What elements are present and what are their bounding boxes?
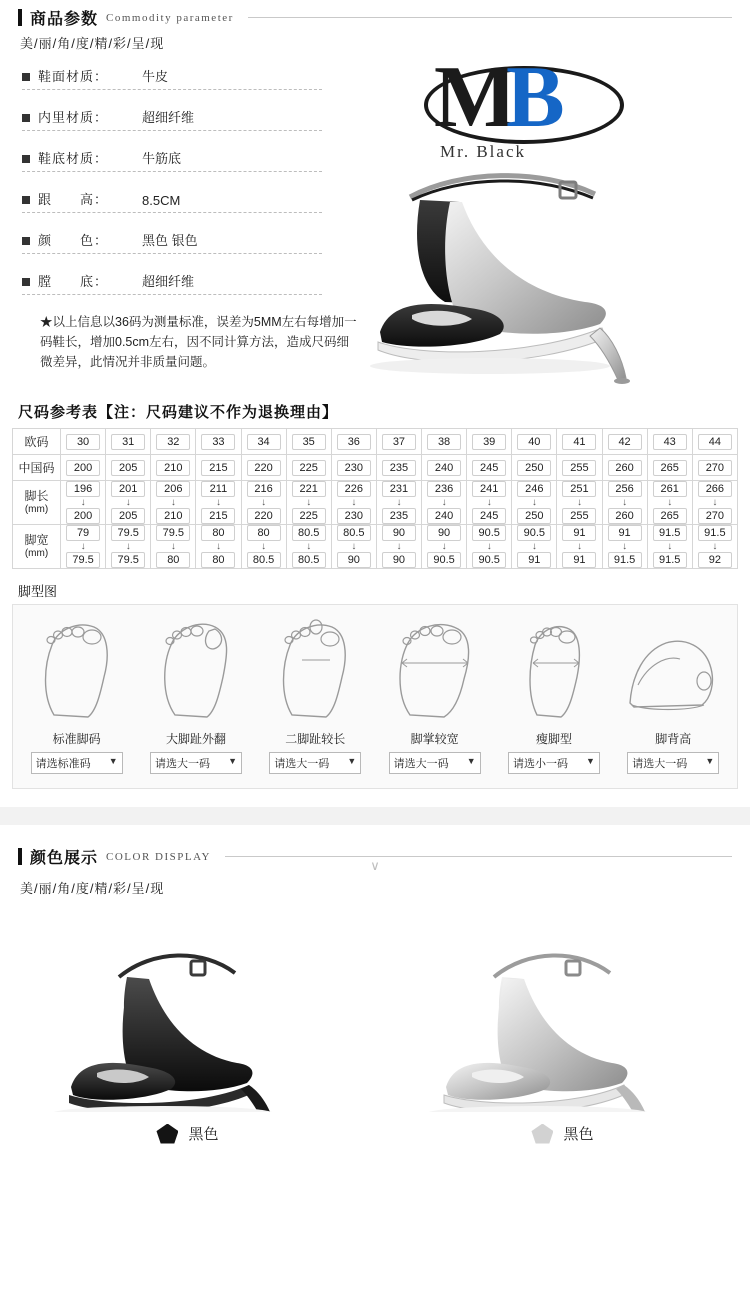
foot-width-max: 91.5: [653, 552, 687, 568]
spec-row: [22, 230, 322, 254]
color-label: 黑色: [188, 1126, 219, 1143]
color-title-zh: 颜色展示: [30, 850, 99, 867]
foot-type-select-value: 请选大一码: [632, 758, 688, 770]
cn-size: 205: [111, 460, 145, 476]
foot-type-select-value: 请选小一码: [512, 758, 568, 770]
foot-width-min: 80.5: [292, 525, 326, 541]
silver-sandal-image: [398, 937, 728, 1112]
row-label-cn: 中国码: [13, 455, 61, 481]
foot-length-min: 206: [156, 481, 190, 497]
foot-width-min: 80: [247, 525, 281, 541]
cn-size: 210: [156, 460, 190, 476]
foot-length-max: 230: [337, 508, 371, 524]
foot-length-max: 225: [292, 508, 326, 524]
foot-length-max: 240: [427, 508, 461, 524]
arrow-down-icon: ↓: [531, 541, 537, 552]
foot-width-min: 91: [562, 525, 596, 541]
foot-length-min: 241: [472, 481, 506, 497]
cn-size: 200: [66, 460, 100, 476]
black-sandal-image: [23, 937, 353, 1112]
arrow-down-icon: ↓: [125, 497, 131, 508]
foot-length-min: 211: [201, 481, 235, 497]
spec-row: [22, 107, 322, 131]
foot-type-narrow[interactable]: [498, 615, 610, 774]
eu-size: 38: [427, 434, 461, 450]
foot-width-max: 80.5: [292, 552, 326, 568]
foot-standard-icon: [34, 615, 120, 721]
spec-key: 颜 色：: [38, 233, 109, 248]
cn-size: 235: [382, 460, 416, 476]
foot-type-select[interactable]: [627, 752, 719, 774]
foot-width-max: 91: [517, 552, 551, 568]
eu-size: 40: [517, 434, 551, 450]
eu-size: 31: [111, 434, 145, 450]
logo-letter-m: M: [434, 49, 518, 146]
swatch-row: [375, 1123, 750, 1144]
measurement-note: ★以上信息以36码为测量标准，误差为5MM左右每增加一码鞋长，增加0.5cm左右，因不同计算方法，造成尺码细微差异，此情况并非质量问题。: [40, 315, 357, 369]
arrow-down-icon: ↓: [351, 497, 357, 508]
color-gallery: [0, 937, 750, 1157]
foot-type-select[interactable]: [31, 752, 123, 774]
bullet-square-icon: [22, 73, 30, 81]
foot-length-max: 270: [698, 508, 732, 524]
foot-length-max: 205: [111, 508, 145, 524]
cn-size: 260: [608, 460, 642, 476]
foot-length-max: 220: [247, 508, 281, 524]
foot-type-select[interactable]: [269, 752, 361, 774]
color-label: 黑色: [563, 1126, 594, 1143]
foot-length-min: 246: [517, 481, 551, 497]
foot-narrow-icon: [511, 615, 597, 721]
spec-value: 牛皮: [142, 69, 169, 84]
arrow-down-icon: ↓: [622, 541, 628, 552]
foot-width-min: 90: [427, 525, 461, 541]
foot-width-min: 91.5: [653, 525, 687, 541]
hero-photo-area: [350, 49, 750, 397]
foot-type-select-value: 请选大一码: [274, 758, 330, 770]
foot-length-max: 265: [653, 508, 687, 524]
hero-sandal-image: [350, 152, 750, 397]
cn-size: 215: [201, 460, 235, 476]
eu-size: 35: [292, 434, 326, 450]
arrow-down-icon: ↓: [667, 541, 673, 552]
foot-length-max: 200: [66, 508, 100, 524]
foot-width-min: 79: [66, 525, 100, 541]
foot-width-max: 90: [382, 552, 416, 568]
brand-logo: [410, 49, 650, 164]
spec-title-en: Commodity parameter: [106, 11, 234, 24]
foot-length-min: 231: [382, 481, 416, 497]
foot-type-standard[interactable]: [21, 615, 133, 774]
arrow-down-icon: ↓: [170, 497, 176, 508]
color-variant-silver[interactable]: [375, 937, 750, 1157]
foot-width-max: 92: [698, 552, 732, 568]
arrow-down-icon: ↓: [215, 497, 221, 508]
foot-type-select[interactable]: [150, 752, 242, 774]
foot-length-min: 201: [111, 481, 145, 497]
logo-letter-b: B: [506, 49, 565, 146]
foot-type-label: 二脚趾较长: [285, 732, 346, 746]
cn-size: 225: [292, 460, 326, 476]
foot-width-max: 90.5: [427, 552, 461, 568]
foot-width-min: 90.5: [472, 525, 506, 541]
foot-width-max: 90: [337, 552, 371, 568]
bullet-square-icon: [22, 114, 30, 122]
foot-type-select[interactable]: [508, 752, 600, 774]
foot-length-max: 210: [156, 508, 190, 524]
cn-size: 245: [472, 460, 506, 476]
spec-row: [22, 271, 322, 295]
foot-width-min: 80: [201, 525, 235, 541]
arrow-down-icon: ↓: [486, 541, 492, 552]
foot-width-min: 90: [382, 525, 416, 541]
row-label-foot-length: 脚长 (mm): [13, 481, 61, 525]
chevron-down-decor-icon: ∨: [370, 858, 380, 873]
arrow-down-icon: ↓: [712, 497, 718, 508]
foot-length-max: 260: [608, 508, 642, 524]
spec-title-zh: 商品参数: [30, 11, 99, 28]
foot-length-max: 245: [472, 508, 506, 524]
foot-width-max: 79.5: [66, 552, 100, 568]
bullet-square-icon: [22, 196, 30, 204]
color-swatch-black-icon: [156, 1124, 178, 1144]
bottom-spacer: [0, 1157, 750, 1197]
arrow-down-icon: ↓: [396, 541, 402, 552]
eu-size: 44: [698, 434, 732, 450]
swatch-row: [0, 1123, 375, 1144]
arrow-down-icon: ↓: [215, 541, 221, 552]
arrow-down-icon: ↓: [261, 497, 267, 508]
foot-type-high-instep[interactable]: [617, 615, 729, 774]
arrow-down-icon: ↓: [80, 541, 86, 552]
eu-size: 33: [201, 434, 235, 450]
foot-width-min: 90.5: [517, 525, 551, 541]
foot-length-max: 235: [382, 508, 416, 524]
arrow-down-icon: ↓: [125, 541, 131, 552]
foot-length-max: 255: [562, 508, 596, 524]
arrow-down-icon: ↓: [396, 497, 402, 508]
chevron-down-icon: ▼: [586, 756, 595, 766]
foot-type-label: 瘦脚型: [535, 732, 572, 746]
foot-type-label: 脚背高: [655, 732, 692, 746]
spec-section-header: [0, 0, 750, 29]
color-swatch-silver-icon: [531, 1124, 553, 1144]
foot-length-min: 196: [66, 481, 100, 497]
color-slogan: 美/丽/角/度/精/彩/呈/现: [20, 881, 165, 896]
eu-size: 41: [562, 434, 596, 450]
table-row: [13, 481, 738, 525]
spec-value: 超细纤维: [142, 110, 195, 125]
color-title-en: COLOR DISPLAY: [106, 850, 211, 863]
arrow-down-icon: ↓: [576, 497, 582, 508]
arrow-down-icon: ↓: [712, 541, 718, 552]
foot-length-min: 251: [562, 481, 596, 497]
cn-size: 240: [427, 460, 461, 476]
size-reference-table: [12, 428, 738, 569]
spec-body: [0, 49, 750, 397]
foot-wide-icon: [392, 615, 478, 721]
arrow-down-icon: ↓: [80, 497, 86, 508]
foot-type-label: 大脚趾外翻: [165, 732, 226, 746]
spec-value: 黑色 银色: [142, 233, 198, 248]
foot-type-label: 脚掌较宽: [410, 732, 459, 746]
section-marker: [18, 9, 22, 26]
chevron-down-icon: ▼: [228, 756, 237, 766]
cn-size: 250: [517, 460, 551, 476]
arrow-down-icon: ↓: [170, 541, 176, 552]
section-spacer: [0, 807, 750, 825]
eu-size: 43: [653, 434, 687, 450]
eu-size: 42: [608, 434, 642, 450]
chevron-down-icon: ▼: [466, 756, 476, 766]
foot-type-select-value: 请选大一码: [154, 758, 210, 770]
foot-length-min: 236: [427, 481, 461, 497]
eu-size: 30: [66, 434, 100, 450]
foot-length-min: 226: [337, 481, 371, 497]
arrow-down-icon: ↓: [306, 541, 312, 552]
foot-width-max: 79.5: [111, 552, 145, 568]
foot-width-max: 80.5: [247, 552, 281, 568]
foot-bunion-icon: [153, 615, 239, 721]
foot-width-min: 80.5: [337, 525, 371, 541]
chevron-down-icon: ▼: [108, 756, 118, 766]
foot-length-min: 266: [698, 481, 732, 497]
arrow-down-icon: ↓: [667, 497, 673, 508]
foot-type-title: 脚型图: [18, 584, 58, 599]
spec-slogan: 美/丽/角/度/精/彩/呈/现: [20, 36, 165, 51]
section-marker: [18, 848, 22, 865]
eu-size: 37: [382, 434, 416, 450]
foot-type-select[interactable]: [389, 752, 481, 774]
arrow-down-icon: ↓: [576, 541, 582, 552]
foot-length-min: 261: [653, 481, 687, 497]
eu-size: 39: [472, 434, 506, 450]
cn-size: 220: [247, 460, 281, 476]
table-row: [13, 455, 738, 481]
spec-list: [0, 52, 357, 397]
cn-size: 265: [653, 460, 687, 476]
eu-size: 32: [156, 434, 190, 450]
spec-key: 鞋面材质：: [38, 69, 109, 84]
bullet-square-icon: [22, 155, 30, 163]
foot-length-max: 215: [201, 508, 235, 524]
spec-row: [22, 148, 322, 172]
spec-value: 牛筋底: [142, 151, 182, 166]
foot-width-min: 91.5: [698, 525, 732, 541]
arrow-down-icon: ↓: [306, 497, 312, 508]
foot-type-label: 标准脚码: [52, 732, 101, 746]
arrow-down-icon: ↓: [441, 497, 447, 508]
foot-length-max: 250: [517, 508, 551, 524]
foot-width-min: 79.5: [111, 525, 145, 541]
foot-type-long-toe[interactable]: [259, 615, 371, 774]
foot-width-max: 90.5: [472, 552, 506, 568]
foot-type-wide[interactable]: [379, 615, 491, 774]
header-divider: [248, 17, 732, 18]
foot-width-min: 79.5: [156, 525, 190, 541]
row-label-foot-width: 脚宽 (mm): [13, 525, 61, 569]
arrow-down-icon: ↓: [531, 497, 537, 508]
arrow-down-icon: ↓: [261, 541, 267, 552]
foot-type-select-value: 请选大一码: [393, 758, 449, 770]
spec-value: 超细纤维: [142, 274, 195, 289]
foot-width-max: 80: [201, 552, 235, 568]
foot-length-min: 216: [247, 481, 281, 497]
foot-width-max: 91.5: [608, 552, 642, 568]
spec-key: 膛 底：: [38, 274, 109, 289]
foot-type-bunion[interactable]: [140, 615, 252, 774]
foot-width-max: 91: [562, 552, 596, 568]
bullet-square-icon: [22, 278, 30, 286]
arrow-down-icon: ↓: [441, 541, 447, 552]
brand-name: Mr. Black: [440, 142, 526, 161]
spec-key: 内里材质：: [38, 110, 109, 125]
color-variant-black[interactable]: [0, 937, 375, 1157]
arrow-down-icon: ↓: [486, 497, 492, 508]
chevron-down-icon: ▼: [347, 756, 357, 766]
foot-high-instep-icon: [618, 615, 728, 721]
spec-row: [22, 66, 322, 90]
header-divider: [225, 856, 732, 857]
arrow-down-icon: ↓: [622, 497, 628, 508]
foot-width-min: 91: [608, 525, 642, 541]
spec-key: 鞋底材质：: [38, 151, 109, 166]
spec-key: 跟 高：: [38, 192, 109, 207]
spec-row: [22, 189, 322, 213]
cn-size: 270: [698, 460, 732, 476]
foot-type-panel: [12, 604, 738, 789]
foot-width-max: 80: [156, 552, 190, 568]
foot-length-min: 256: [608, 481, 642, 497]
bullet-square-icon: [22, 237, 30, 245]
table-row: [13, 525, 738, 569]
cn-size: 255: [562, 460, 596, 476]
foot-length-min: 221: [292, 481, 326, 497]
foot-type-select-value: 请选标准码: [35, 758, 91, 770]
chevron-down-icon: ▼: [705, 756, 715, 766]
spec-value: 8.5CM: [142, 193, 181, 208]
table-row: [13, 429, 738, 455]
size-table-title: 尺码参考表【注：尺码建议不作为退换理由】: [18, 404, 339, 421]
arrow-down-icon: ↓: [351, 541, 357, 552]
row-label-eu: 欧码: [13, 429, 61, 455]
eu-size: 36: [337, 434, 371, 450]
cn-size: 230: [337, 460, 371, 476]
eu-size: 34: [247, 434, 281, 450]
foot-long-toe-icon: [272, 615, 358, 721]
